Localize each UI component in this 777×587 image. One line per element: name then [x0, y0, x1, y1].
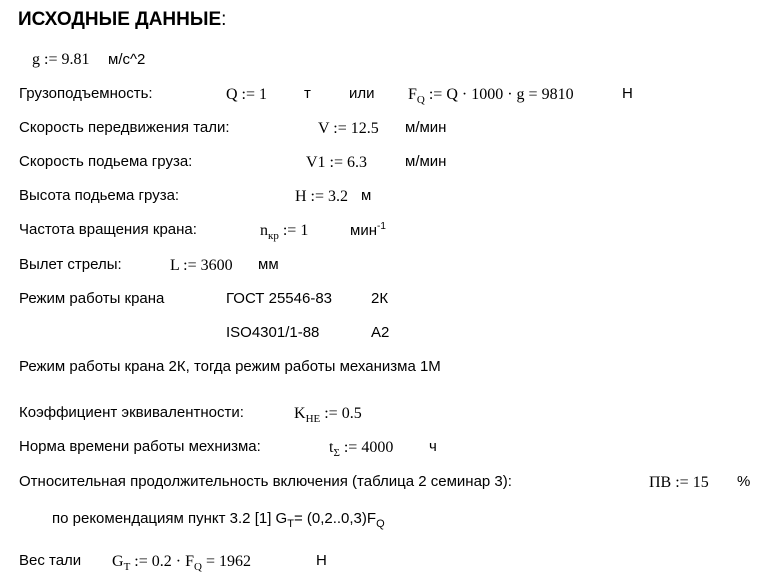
rotation-label: Частота вращения крана:: [19, 221, 197, 238]
force-unit: Н: [622, 85, 633, 102]
capacity-label: Грузоподъемность:: [19, 85, 153, 102]
mode-class-iso: A2: [371, 324, 390, 341]
mode-standard-iso: ISO4301/1-88: [226, 324, 320, 341]
speed-lift-unit: м/мин: [405, 153, 447, 170]
equiv-expression: $K_{HE}$ := 0.5: [294, 405, 362, 425]
capacity-expression: Q := 1: [226, 86, 268, 103]
g-unit: м/с^2: [108, 51, 146, 68]
height-label: Высота подьема груза:: [19, 187, 180, 204]
speed-lift-label: Скорость подьема груза:: [19, 153, 193, 170]
time-norm-unit: ч: [429, 438, 437, 455]
reach-unit: мм: [258, 256, 279, 273]
force-expression: $F_Q$ := Q · 1000 · g = 9810: [408, 86, 574, 106]
weight-unit: Н: [316, 552, 327, 569]
equiv-label: Коэффициент эквивалентности:: [19, 404, 244, 421]
capacity-unit: т: [304, 85, 311, 102]
weight-label: Вес тали: [19, 552, 82, 569]
duty-expression: ПВ := 15: [649, 474, 709, 491]
mode-standard-gost: ГОСТ 25546-83: [226, 290, 333, 307]
mode-note: Режим работы крана 2К, тогда режим работы механизма 1М: [19, 358, 441, 375]
mode-label: Режим работы крана: [19, 290, 165, 307]
page-title: ИСХОДНЫЕ ДАННЫЕ:: [18, 9, 227, 30]
reach-expression: L := 3600: [170, 257, 233, 274]
capacity-or: или: [349, 85, 375, 102]
time-norm-label: Норма времени работы мехнизма:: [19, 438, 261, 455]
speed-lift-expression: V1 := 6.3: [306, 154, 368, 171]
speed-move-unit: м/мин: [405, 119, 447, 136]
reach-label: Вылет стрелы:: [19, 256, 122, 273]
weight-expression: $G_T$ := $0.2 \cdot F_Q = 1962$: [112, 553, 251, 573]
recommendation-note: по рекомендациям пункт 3.2 [1] $G_T= (0,2..0,3)F_Q$: [52, 510, 385, 530]
mode-class-gost: 2К: [371, 290, 389, 307]
speed-move-label: Скорость передвижения тали:: [19, 119, 230, 136]
height-unit: м: [361, 187, 372, 204]
g-expression: g := 9.81: [32, 51, 90, 68]
rotation-expression: $n_{кр}$ := 1: [260, 222, 309, 242]
duty-label: Относительная продолжительность включения (таблица 2 семинар 3):: [19, 473, 512, 490]
height-expression: H := 3.2: [295, 188, 349, 205]
speed-move-expression: V := 12.5: [318, 120, 379, 137]
duty-unit: %: [737, 473, 751, 490]
rotation-unit: мин$^{-1}$: [350, 221, 386, 239]
time-norm-expression: $t_\Sigma$ := 4000: [329, 439, 394, 459]
